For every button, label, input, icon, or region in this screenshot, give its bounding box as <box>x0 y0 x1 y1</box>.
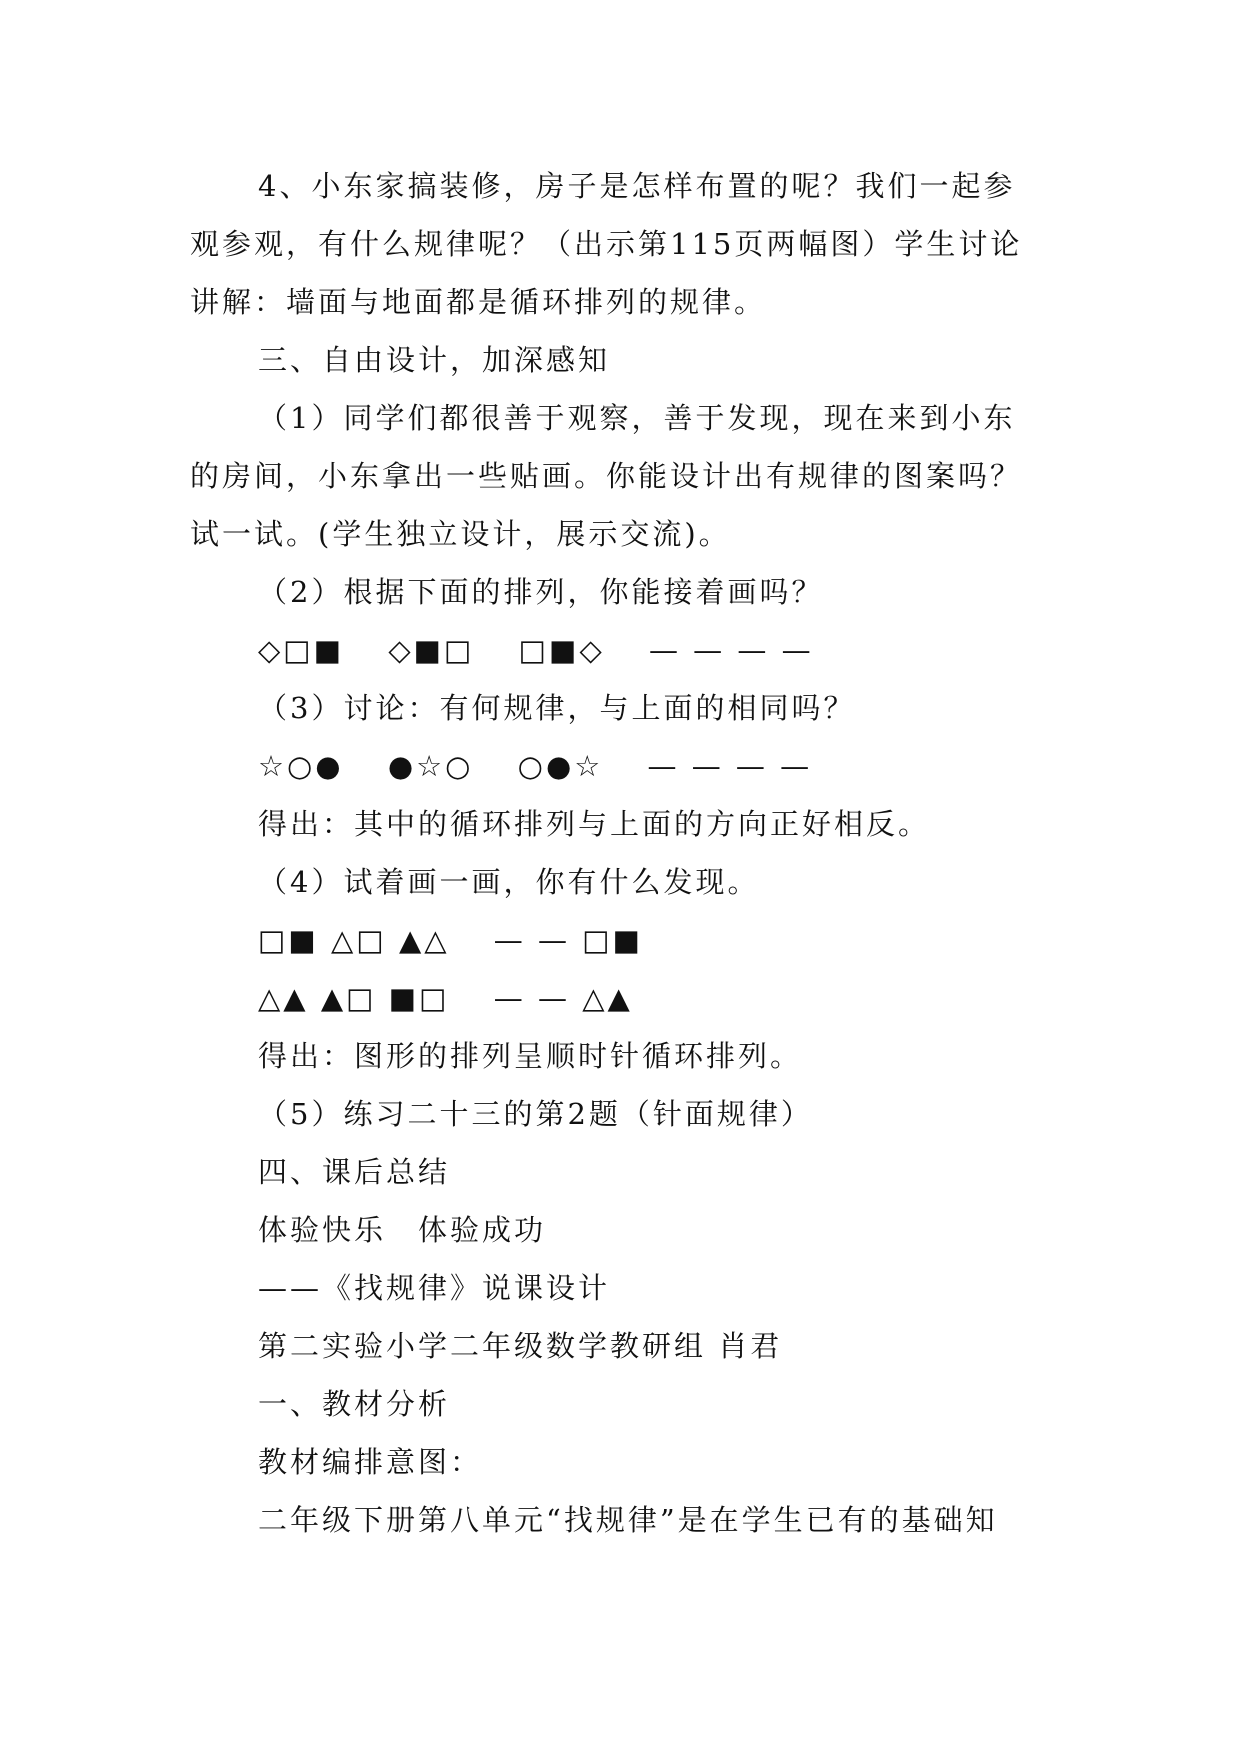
text-line: 得出：其中的循环排列与上面的方向正好相反。 <box>258 807 931 841</box>
shape-pattern-row: □■ △□ ▲△ — — □■ <box>258 923 643 957</box>
text-line: （5）练习二十三的第2题（针面规律） <box>258 1097 813 1131</box>
section-heading: 四、课后总结 <box>258 1155 451 1189</box>
text-line: 二年级下册第八单元“找规律”是在学生已有的基础知 <box>258 1503 998 1537</box>
text-line: （2）根据下面的排列，你能接着画吗？ <box>258 575 824 609</box>
text-line: 体验快乐 体验成功 <box>258 1213 547 1247</box>
text-line: 4、小东家搞装修，房子是怎样布置的呢？我们一起参 <box>258 169 1016 203</box>
shape-pattern-row: ☆○● ●☆○ ○●☆ — — — — <box>258 749 813 783</box>
text-line: 讲解：墙面与地面都是循环排列的规律。 <box>190 285 767 319</box>
text-line: （1）同学们都很善于观察，善于发现，现在来到小东 <box>258 401 1016 435</box>
text-line: （3）讨论：有何规律，与上面的相同吗？ <box>258 691 856 725</box>
text-line: 观参观，有什么规律呢？（出示第115页两幅图）学生讨论 <box>190 227 1023 261</box>
section-heading: 一、教材分析 <box>258 1387 451 1421</box>
shape-pattern-row: ◇□■ ◇■□ □■◇ — — — — <box>258 633 814 667</box>
text-line: 试一试。(学生独立设计，展示交流)。 <box>190 517 731 551</box>
text-line: 教材编排意图： <box>258 1445 483 1479</box>
text-line: 得出：图形的排列呈顺时针循环排列。 <box>258 1039 803 1073</box>
text-line: ——《找规律》说课设计 <box>258 1271 611 1305</box>
text-line: （4）试着画一画，你有什么发现。 <box>258 865 760 899</box>
author-line: 第二实验小学二年级数学教研组 肖君 <box>258 1329 783 1363</box>
section-heading: 三、自由设计，加深感知 <box>258 343 611 377</box>
text-line: 的房间，小东拿出一些贴画。你能设计出有规律的图案吗？ <box>190 459 1023 493</box>
shape-pattern-row: △▲ ▲□ ■□ — — △▲ <box>258 981 633 1015</box>
